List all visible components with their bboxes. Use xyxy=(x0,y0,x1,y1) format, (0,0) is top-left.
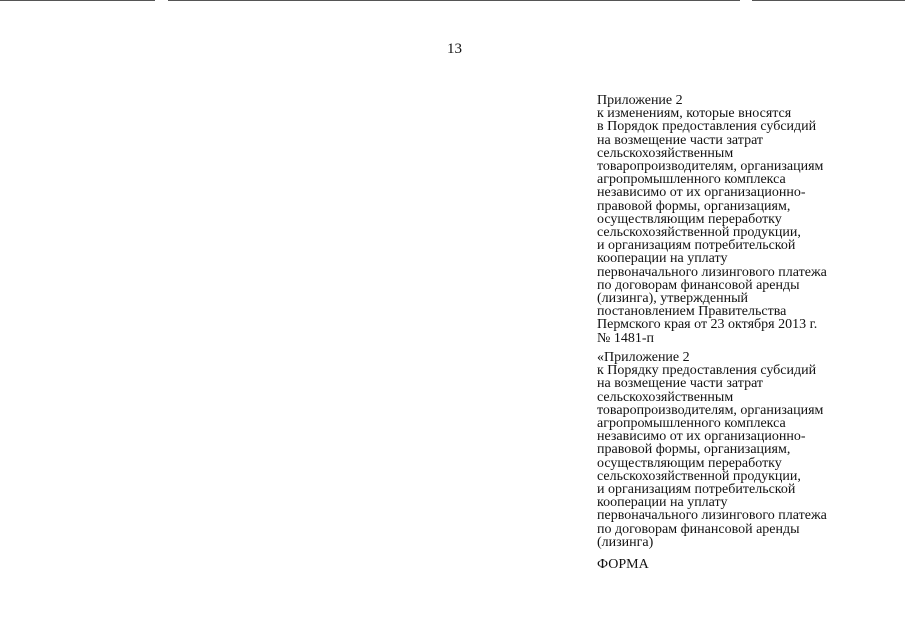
annex-body-line: к Порядку предоставления субсидий xyxy=(597,363,817,379)
annex-header-line: Пермского края от 23 октября 2013 г. xyxy=(597,317,818,333)
annex-header-line: на возмещение части затрат xyxy=(597,132,764,148)
annex-header-line: в Порядок предоставления субсидий xyxy=(597,119,817,135)
annex-body-line: по договорам финансовой аренды xyxy=(597,521,800,537)
annex-header-line: к изменениям, которые вносятся xyxy=(597,106,792,122)
annex-header-line: по договорам финансовой аренды xyxy=(597,277,800,293)
annex-body-line: товаропроизводителям, организациям xyxy=(597,402,824,418)
top-scan-rule-right xyxy=(752,0,905,1)
annex-header-line: Приложение 2 xyxy=(597,93,683,108)
annex-body-line: независимо от их организационно- xyxy=(597,429,806,445)
annex-body-line: и организациям потребительской xyxy=(597,482,796,498)
annex-header-line: сельскохозяйственным xyxy=(597,145,734,161)
annex-header-line: первоначального лизингового платежа xyxy=(597,264,827,280)
annex-header-line: агропромышленного комплекса xyxy=(597,172,786,188)
annex-header-line: осуществляющим переработку xyxy=(597,211,782,227)
annex-header-line: постановлением Правительства xyxy=(597,304,787,320)
annex-body-line: сельскохозяйственным xyxy=(597,389,734,405)
annex-body-line: кооперации на уплату xyxy=(597,495,728,511)
annex-body-line: на возмещение части затрат xyxy=(597,376,764,392)
form-label: ФОРМА xyxy=(597,557,649,572)
annex-body-line: первоначального лизингового платежа xyxy=(597,508,827,524)
top-scan-rule-left xyxy=(0,0,155,1)
annex-header-line: кооперации на уплату xyxy=(597,251,728,267)
top-scan-rule-center xyxy=(168,0,740,1)
page-number: 13 xyxy=(447,41,462,57)
annex-header-line: товаропроизводителям, организациям xyxy=(597,159,824,175)
annex-body-line: агропромышленного комплекса xyxy=(597,416,786,432)
annex-header-line: (лизинга), утвержденный xyxy=(597,291,749,307)
annex-header-line: независимо от их организационно- xyxy=(597,185,806,201)
annex-header-line: сельскохозяйственной продукции, xyxy=(597,225,801,241)
annex-header-line: и организациям потребительской xyxy=(597,238,796,254)
annex-body-line: сельскохозяйственной продукции, xyxy=(597,468,801,484)
annex-body-line: (лизинга) xyxy=(597,534,654,550)
annex-header xyxy=(597,94,897,345)
annex-body-line: правовой формы, организациям, xyxy=(597,442,791,458)
annex-body xyxy=(597,351,897,549)
annex-body-line: осуществляющим переработку xyxy=(597,455,782,471)
annex-header-line: № 1481-п xyxy=(597,330,655,346)
annex-header-line: правовой формы, организациям, xyxy=(597,198,791,214)
annex-body-line: «Приложение 2 xyxy=(597,350,690,365)
